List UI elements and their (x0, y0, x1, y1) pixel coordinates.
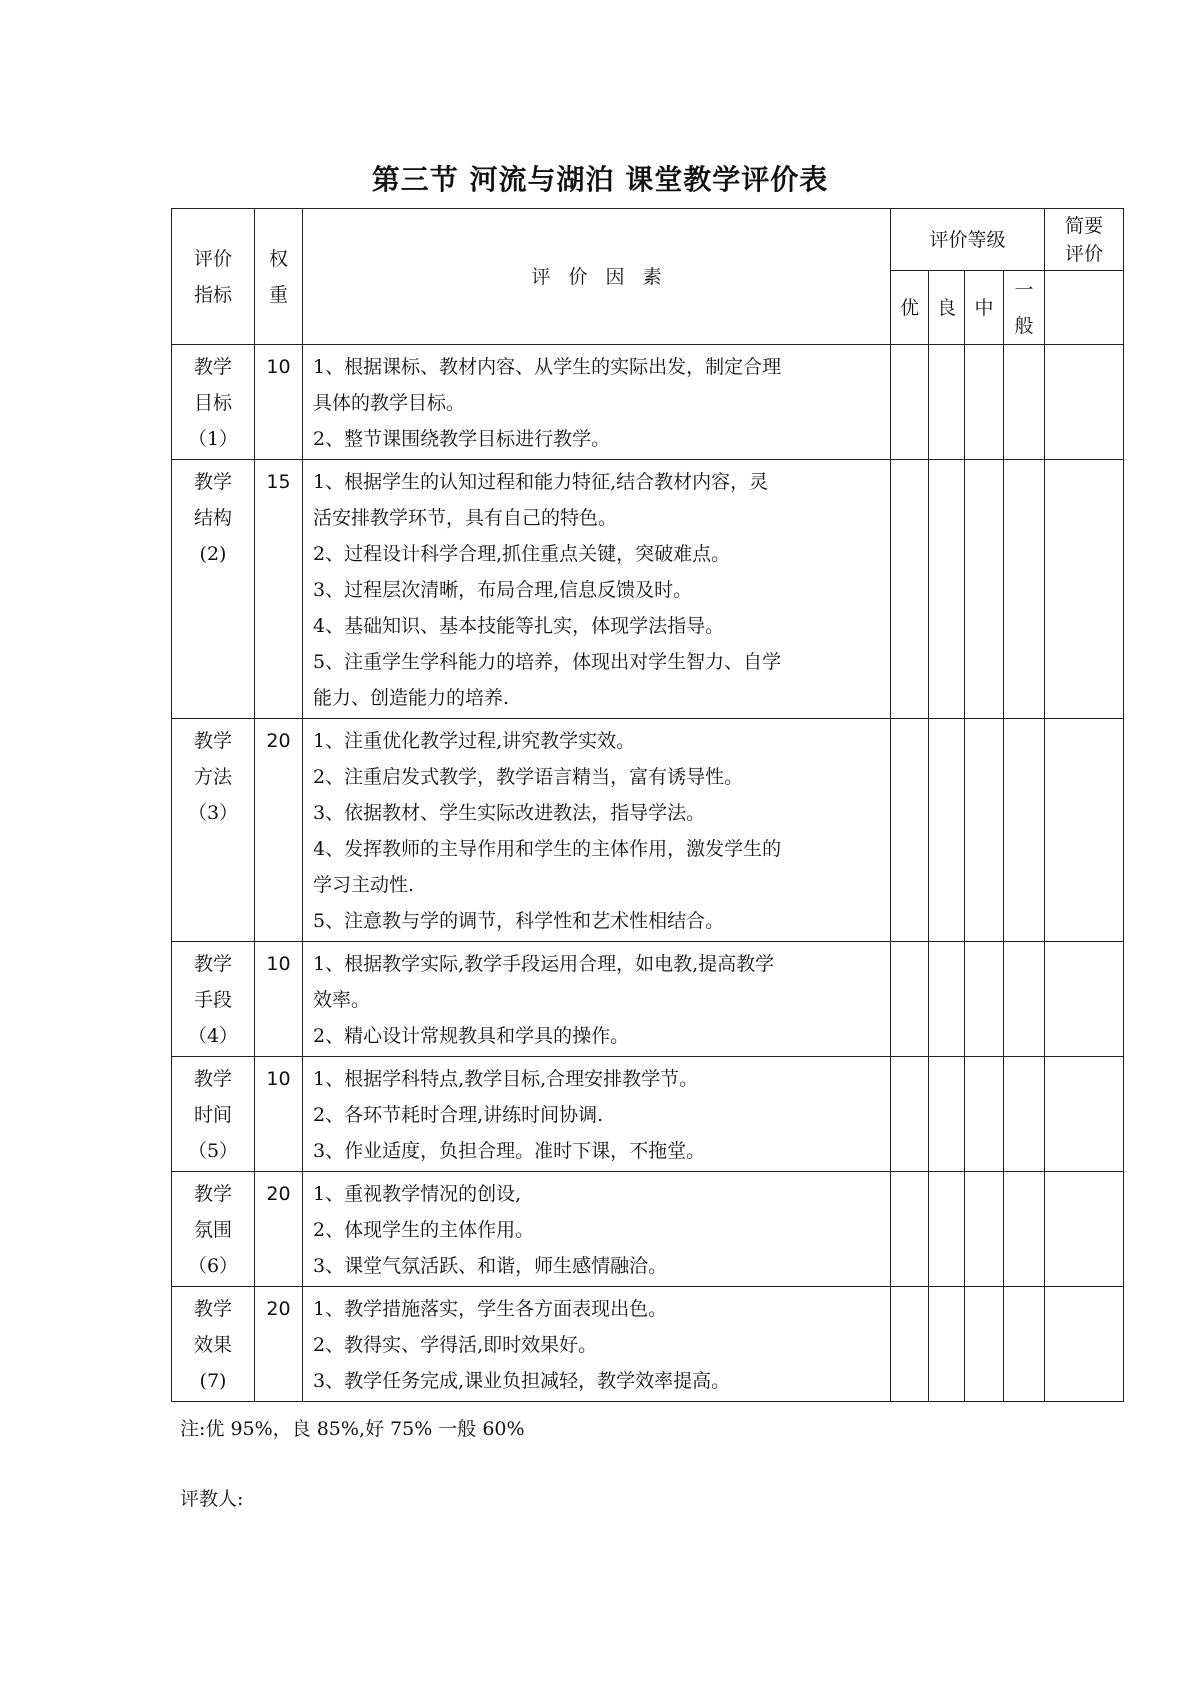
grade-medium-cell[interactable] (965, 460, 1004, 719)
table-row (172, 942, 1124, 1057)
factors-cell (303, 345, 891, 460)
grade-excellent-cell[interactable] (891, 1287, 929, 1402)
factors-cell (303, 1057, 891, 1172)
grade-medium-cell[interactable] (965, 1287, 1004, 1402)
header-brief (1045, 209, 1124, 271)
grade-good-cell[interactable] (929, 1057, 965, 1172)
criteria-line: (7) (199, 1370, 227, 1392)
factor-line: 5、注重学生学科能力的培养，体现出对学生智力、自学 (313, 651, 782, 673)
criteria-line: 目标 (193, 392, 232, 414)
brief-evaluation-cell[interactable] (1045, 942, 1124, 1057)
weight-cell: 15 (255, 460, 303, 719)
criteria-line: （6） (187, 1255, 239, 1277)
grade-excellent-header: 优 (891, 271, 929, 345)
criteria-cell (172, 1057, 255, 1172)
grade-average-cell[interactable] (1004, 942, 1045, 1057)
table-row (172, 719, 1124, 942)
criteria-line: （5） (187, 1140, 239, 1162)
factor-line: 学习主动性. (313, 874, 415, 896)
factor-line: 2、注重启发式教学，教学语言精当，富有诱导性。 (313, 766, 744, 788)
weight-cell: 10 (255, 345, 303, 460)
weight-cell: 20 (255, 719, 303, 942)
header-criteria-line: 评价 (193, 247, 232, 270)
factors-cell (303, 1287, 891, 1402)
criteria-line: （1） (187, 428, 239, 450)
brief-empty-header (1045, 271, 1124, 345)
grade-medium-cell[interactable] (965, 719, 1004, 942)
evaluation-table (171, 208, 1124, 1402)
brief-evaluation-cell[interactable] (1045, 460, 1124, 719)
page-title: 第三节 河流与湖泊 课堂教学评价表 (371, 163, 829, 196)
factors-cell (303, 460, 891, 719)
criteria-line: 教学 (193, 1068, 232, 1090)
grade-medium-cell[interactable] (965, 942, 1004, 1057)
factor-line: 2、教得实、学得活,即时效果好。 (313, 1334, 598, 1356)
grade-excellent-cell[interactable] (891, 1057, 929, 1172)
criteria-line: 氛围 (193, 1219, 232, 1241)
factor-line: 2、过程设计科学合理,抓住重点关键，突破难点。 (313, 543, 731, 565)
factor-line: 效率。 (313, 989, 371, 1011)
factors-cell (303, 942, 891, 1057)
criteria-cell (172, 719, 255, 942)
factor-line: 3、课堂气氛活跃、和谐，师生感情融洽。 (313, 1255, 668, 1277)
factor-line: 2、各环节耗时合理,讲练时间协调. (313, 1104, 604, 1126)
factor-line: 能力、创造能力的培养. (313, 687, 510, 709)
grade-average-line: 一 (1014, 278, 1034, 301)
header-grade-level (891, 209, 1045, 271)
header-brief-line: 评价 (1065, 242, 1104, 265)
header-weight (255, 209, 303, 345)
factors-cell (303, 1172, 891, 1287)
weight-cell: 20 (255, 1172, 303, 1287)
criteria-cell (172, 1287, 255, 1402)
factor-line: 2、精心设计常规教具和学具的操作。 (313, 1025, 630, 1047)
grade-average-cell[interactable] (1004, 719, 1045, 942)
grade-good-header: 良 (929, 271, 965, 345)
criteria-line: 教学 (193, 953, 232, 975)
table-row (172, 345, 1124, 460)
header-grade-level-label: 评价等级 (929, 228, 1006, 251)
factors-cell (303, 719, 891, 942)
grade-good-cell[interactable] (929, 1287, 965, 1402)
factor-line: 5、注意教与学的调节，科学性和艺术性相结合。 (313, 910, 725, 932)
brief-evaluation-cell[interactable] (1045, 1172, 1124, 1287)
factor-line: 3、教学任务完成,课业负担减轻，教学效率提高。 (313, 1370, 731, 1392)
table-row (172, 1287, 1124, 1402)
criteria-line: 教学 (193, 1298, 232, 1320)
criteria-line: 时间 (193, 1104, 232, 1126)
factor-line: 1、根据学科特点,教学目标,合理安排教学节。 (313, 1068, 699, 1090)
brief-evaluation-cell[interactable] (1045, 345, 1124, 460)
criteria-line: （3） (187, 802, 239, 824)
factor-line: 具体的教学目标。 (313, 392, 466, 414)
grade-medium-cell[interactable] (965, 1172, 1004, 1287)
criteria-line: 教学 (193, 1183, 232, 1205)
grade-average-line: 般 (1014, 314, 1034, 337)
criteria-line: 结构 (193, 507, 232, 529)
factor-line: 4、发挥教师的主导作用和学生的主体作用，激发学生的 (313, 838, 782, 860)
header-criteria (172, 209, 255, 345)
factor-line: 3、过程层次清晰，布局合理,信息反馈及时。 (313, 579, 693, 601)
grade-good-cell[interactable] (929, 460, 965, 719)
factor-line: 3、依据教材、学生实际改进教法，指导学法。 (313, 802, 706, 824)
grade-average-cell[interactable] (1004, 460, 1045, 719)
header-weight-line: 权 (268, 247, 288, 270)
criteria-line: 手段 (193, 989, 232, 1011)
criteria-cell (172, 1172, 255, 1287)
grade-excellent-cell[interactable] (891, 460, 929, 719)
header-factors-label: 评 价 因 素 (531, 265, 662, 288)
factor-line: 1、重视教学情况的创设, (313, 1183, 522, 1205)
weight-cell: 10 (255, 1057, 303, 1172)
criteria-line: 教学 (193, 471, 232, 493)
grade-good-cell[interactable] (929, 942, 965, 1057)
grade-note: 注:优 95%，良 85%,好 75% 一般 60% (180, 1418, 525, 1440)
grade-average-header (1004, 271, 1045, 345)
grade-good-cell[interactable] (929, 1172, 965, 1287)
criteria-line: 教学 (193, 356, 232, 378)
table-row (172, 1172, 1124, 1287)
table-row (172, 1057, 1124, 1172)
brief-evaluation-cell[interactable] (1045, 719, 1124, 942)
grade-excellent-cell[interactable] (891, 719, 929, 942)
header-row (172, 209, 1124, 271)
factor-line: 2、体现学生的主体作用。 (313, 1219, 535, 1241)
header-weight-line: 重 (268, 283, 288, 306)
factor-line: 1、根据学生的认知过程和能力特征,结合教材内容，灵 (313, 471, 769, 493)
brief-evaluation-cell[interactable] (1045, 1057, 1124, 1172)
criteria-line: 方法 (193, 766, 232, 788)
factor-line: 1、根据教学实际,教学手段运用合理，如电教,提高教学 (313, 953, 775, 975)
weight-cell: 10 (255, 942, 303, 1057)
header-criteria-line: 指标 (193, 283, 232, 306)
evaluator-label: 评教人: (180, 1488, 244, 1510)
grade-excellent-cell[interactable] (891, 345, 929, 460)
factor-line: 4、基础知识、基本技能等扎实，体现学法指导。 (313, 615, 725, 637)
grade-medium-cell[interactable] (965, 1057, 1004, 1172)
grade-good-cell[interactable] (929, 719, 965, 942)
criteria-cell (172, 345, 255, 460)
grade-medium-header: 中 (965, 271, 1004, 345)
factor-line: 3、作业适度，负担合理。准时下课，不拖堂。 (313, 1140, 706, 1162)
grade-medium-cell[interactable] (965, 345, 1004, 460)
header-brief-line: 简要 (1065, 214, 1104, 237)
criteria-cell (172, 460, 255, 719)
criteria-cell (172, 942, 255, 1057)
criteria-line: (2) (199, 543, 227, 565)
grade-excellent-cell[interactable] (891, 1172, 929, 1287)
grade-average-cell[interactable] (1004, 1057, 1045, 1172)
header-factors (303, 209, 891, 345)
factor-line: 1、教学措施落实，学生各方面表现出色。 (313, 1298, 668, 1320)
table-row (172, 460, 1124, 719)
weight-cell: 20 (255, 1287, 303, 1402)
grade-average-cell[interactable] (1004, 1287, 1045, 1402)
grade-excellent-cell[interactable] (891, 942, 929, 1057)
grade-average-cell[interactable] (1004, 345, 1045, 460)
brief-evaluation-cell[interactable] (1045, 1287, 1124, 1402)
criteria-line: 教学 (193, 730, 232, 752)
grade-good-cell[interactable] (929, 345, 965, 460)
grade-average-cell[interactable] (1004, 1172, 1045, 1287)
factor-line: 1、注重优化教学过程,讲究教学实效。 (313, 730, 636, 752)
factor-line: 1、根据课标、教材内容、从学生的实际出发，制定合理 (313, 356, 782, 378)
factor-line: 2、整节课围绕教学目标进行教学。 (313, 428, 611, 450)
criteria-line: （4） (187, 1025, 239, 1047)
factor-line: 活安排教学环节，具有自己的特色。 (313, 507, 618, 529)
criteria-line: 效果 (193, 1334, 232, 1356)
